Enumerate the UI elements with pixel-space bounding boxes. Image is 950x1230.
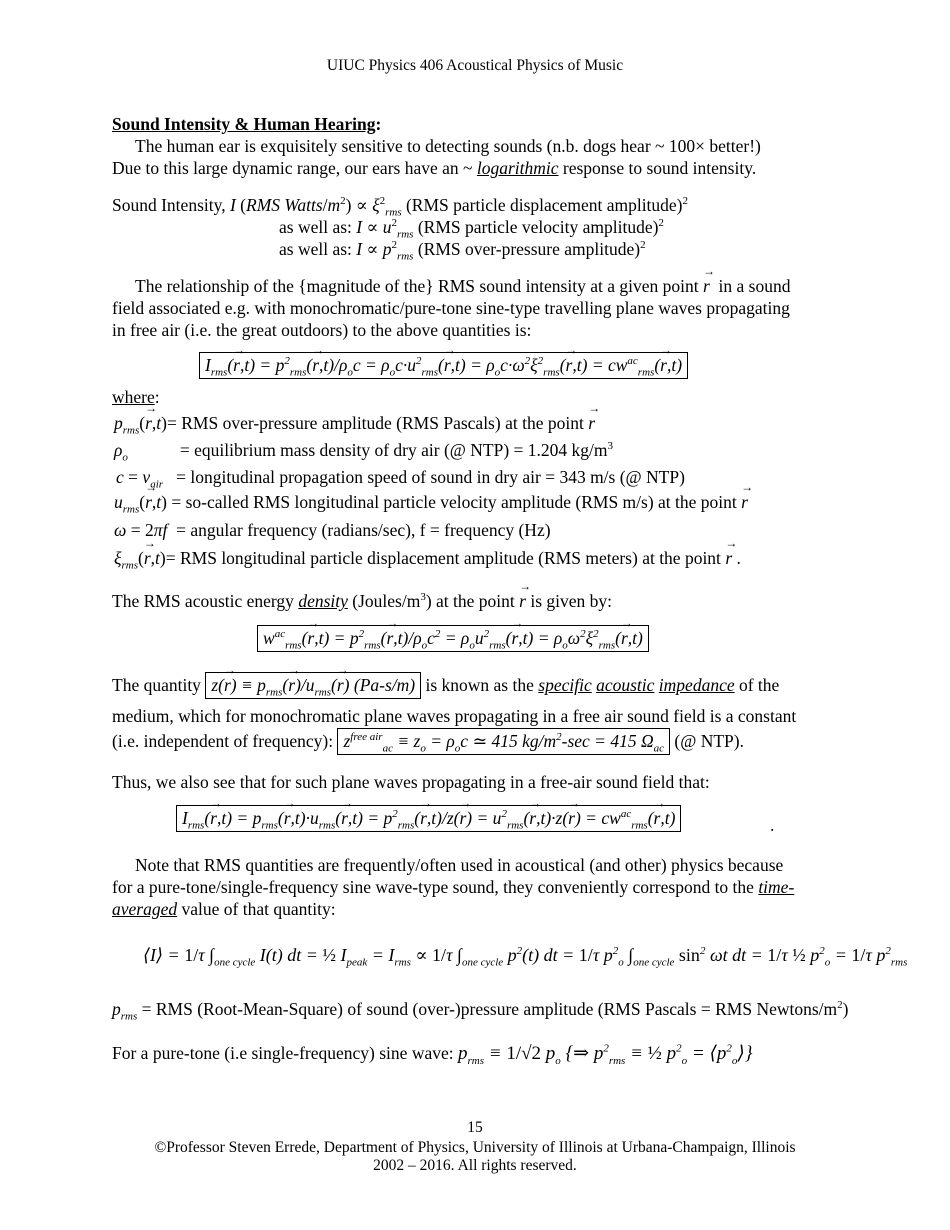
- relationship-line-2: field associated e.g. with monochromatic/pure-tone sine-type travelling plane waves propagating: [112, 298, 790, 318]
- energy-equation: $w^{ac}_{rms}(\to r,t) = p^2_{rms}(\to r,t)/\rho_oc^2 = \rho_ou^2_{rms}(\to r,t) = \rho_o\omega^2\xi^2_{rms}(\to r,t)$: [257, 625, 649, 652]
- section-title: [112, 114, 381, 135]
- intro2a: Due to this large dynamic range, our ears have an ~: [112, 158, 477, 178]
- quantity-a: The quantity: [112, 675, 201, 695]
- energy-d: is given by:: [530, 591, 612, 611]
- proportional-line-1: Sound Intensity, I (RMS Watts/$m^2) \propto \xi^2_{rms}$ (RMS particle displacement amplitude)$^2$: [112, 195, 689, 219]
- intro1-text: The human ear is exquisitely sensitive to detecting sounds (n.b. dogs hear ~ 100× better!): [135, 136, 761, 156]
- pure-tone-line: For a pure-tone (i.e single-frequency) sine wave: $p_{rms} \equiv 1/√2$ $p_o$ {⇒ $p^2_{rms}$ ≡ ½ $p^2_o$ = $⟨p^2_o⟩$}: [112, 1042, 753, 1067]
- title-text: Sound Intensity & Human Hearing: [112, 114, 376, 134]
- note2a-text: for a pure-tone/single-frequency sine wave-type sound, they conveniently correspond to the: [112, 877, 754, 897]
- note-line-1: Note that RMS quantities are frequently/often used in acoustical (and other) physics because: [135, 855, 784, 875]
- free-air-impedance-box: $z^{free air}_{ac} \equiv z_o = \rho_oc$ ≃ 415 $kg/m^2-\sec = 415$ $\Omega_{ac}$: [337, 728, 670, 755]
- intro2-log: logarithmic: [476, 158, 559, 178]
- energy-a: The RMS acoustic energy: [112, 591, 299, 611]
- def3-text: = longitudinal propagation speed of sound in dry air = 343 m/s (@ NTP): [176, 467, 685, 487]
- impedance-line-2: medium, which for monochromatic plane waves propagating in a free air sound field is a constant: [112, 706, 797, 726]
- energy-b: (Joules/m: [347, 591, 421, 611]
- def4-text: = so-called RMS longitudinal particle velocity amplitude (RMS m/s) at the point: [171, 492, 737, 512]
- time-word: time-: [758, 877, 795, 897]
- definition-xi: $\xi_{rms}(\to r,t)=$ RMS longitudinal particle displacement amplitude (RMS meters) at the point → r .: [114, 548, 741, 569]
- energy-density-word: density: [298, 591, 348, 611]
- definition-omega: ω = 2πf = angular frequency (radians/sec), f = frequency (Hz): [114, 520, 551, 540]
- period-after-equation: .: [770, 815, 775, 835]
- intensity-equation: $I_{rms}(\to r,t) = p^2_{rms}(\to r,t)/\rho_oc = \rho_oc\cdot u^2_{rms}(\to r,t) = \rho_oc\cdot\omega^2\xi^2_{rms}(\to r,t) = cw^{ac}_{rms}(\to r,t)$: [199, 352, 688, 379]
- title-colon: :: [375, 114, 382, 134]
- prms-def-text: = RMS (Root-Mean-Square) of sound (over-)pressure amplitude (RMS Pascals = RMS Newtons/m: [141, 999, 838, 1019]
- note3-text: value of that quantity:: [181, 899, 336, 919]
- relationship-line-1: The relationship of the {magnitude of the} RMS sound intensity at a given point → r in a sound: [135, 276, 790, 297]
- prop3-label: as well as:: [279, 239, 357, 259]
- specific-word: specific: [538, 675, 592, 695]
- proportional-line-2: as well as: $I \propto u^2_{rms}$ (RMS particle velocity amplitude)$^2$: [279, 217, 664, 241]
- def2-text: = equilibrium mass density of dry air (@ NTP) = 1.204 kg/m: [179, 440, 608, 460]
- impedance-line-1: [112, 672, 779, 699]
- time-average-equation: ⟨I⟩ = 1/τ $\int_{one cycle}$ I(t) dt = ½ $I_{peak} = I_{rms} \propto 1/\tau$ $\int_{one cycle}$ $p^2(t)$ dt = 1/τ $p^2_o$ $\int_{one cycle}$ $\sin^2 \omega t$ dt = 1/τ ½ $p^2_o = 1/\tau$ $p^2_{rms}$: [143, 945, 908, 969]
- energy-density-line: The RMS acoustic energy density $(Joules/m^3)$ at the point → r is given by:: [112, 591, 612, 612]
- where-label: where:: [112, 387, 160, 407]
- impedance-word: impedance: [658, 675, 735, 695]
- prop2-label: as well as:: [279, 217, 357, 237]
- intro-line-2: [112, 158, 756, 179]
- definition-rho: $\rho_o$ = equilibrium mass density of dry air (@ NTP) = 1.204 $kg/m^3$: [114, 440, 614, 464]
- relationship-line-3: in free air (i.e. the great outdoors) to the above quantities is:: [112, 320, 532, 340]
- prop1-label: Sound Intensity,: [112, 195, 230, 215]
- proportional-line-3: as well as: $I \propto p^2_{rms}$ (RMS over-pressure amplitude)$^2$: [279, 239, 646, 263]
- prop1-rest: (RMS particle displacement amplitude): [405, 195, 683, 215]
- energy-c: ) at the point: [425, 591, 515, 611]
- intro-line-1: [135, 136, 761, 157]
- indep-text: (i.e. independent of frequency):: [112, 731, 334, 751]
- where-text: where: [112, 387, 155, 407]
- note-line-3: [112, 899, 336, 920]
- rel1b-text: in a sound: [718, 276, 791, 296]
- averaged-word: averaged: [112, 899, 178, 919]
- acoustic-word: acoustic: [596, 675, 655, 695]
- intensity-product-equation: $I_{rms}(\to r,t) = p_{rms}(\to r,t)\cdot u_{rms}(\to r,t) = p^2_{rms}(\to r,t)/z(\to r) = u^2_{rms}(\to r,t)\cdot z(\to r) = cw^{ac}_{rms}(\to r,t)$: [176, 805, 681, 832]
- definition-urms: $u_{rms}(\to r,t)$ = so-called RMS longitudinal particle velocity amplitude (RMS m/s) at the point → r: [114, 492, 748, 513]
- definition-prms: $p_{rms}(\to r,t)=$ RMS over-pressure amplitude (RMS Pascals) at the point → r: [114, 413, 595, 434]
- quantity-c: of the: [738, 675, 780, 695]
- quantity-b: is known as the: [425, 675, 534, 695]
- footer-line-1: ©Professor Steven Errede, Department of Physics, University of Illinois at Urbana-Champaign, Illinois: [154, 1139, 796, 1156]
- footer-line-2: 2002 – 2016. All rights reserved.: [373, 1157, 577, 1174]
- running-header: UIUC Physics 406 Acoustical Physics of Music: [326, 57, 624, 74]
- note-line-2: [112, 877, 794, 898]
- def1-text: = RMS over-pressure amplitude (RMS Pascals) at the point: [166, 413, 584, 433]
- thus-line: Thus, we also see that for such plane waves propagating in a free-air sound field that:: [112, 772, 710, 792]
- puretone-text: For a pure-tone (i.e single-frequency) sine wave:: [112, 1043, 454, 1063]
- ntp-text: (@ NTP).: [674, 731, 744, 751]
- def6-text: = RMS longitudinal particle displacement amplitude (RMS meters) at the point: [165, 548, 721, 568]
- rel1-text: The relationship of the {magnitude of the} RMS sound intensity at a given point: [135, 276, 699, 296]
- impedance-line-3: [112, 728, 744, 755]
- def5-text: = angular frequency (radians/sec), f = frequency (Hz): [176, 520, 551, 540]
- prop3-rest: (RMS over-pressure amplitude): [417, 239, 641, 259]
- intro2b: response to sound intensity.: [558, 158, 757, 178]
- definition-c: $c = v_{air}$ = longitudinal propagation speed of sound in dry air = 343 m/s (@ NTP): [116, 467, 685, 491]
- impedance-definition-box: $z(\to r) \equiv p_{rms}(\to r)/u_{rms}(\to r)$ (Pa-s/m): [205, 672, 421, 699]
- prop2-rest: (RMS particle velocity amplitude): [417, 217, 659, 237]
- page-number: 15: [467, 1119, 483, 1136]
- prms-definition-line: $p_{rms}$ = RMS (Root-Mean-Square) of sound (over-)pressure amplitude (RMS Pascals = RMS Newtons/$m^2$): [112, 999, 849, 1023]
